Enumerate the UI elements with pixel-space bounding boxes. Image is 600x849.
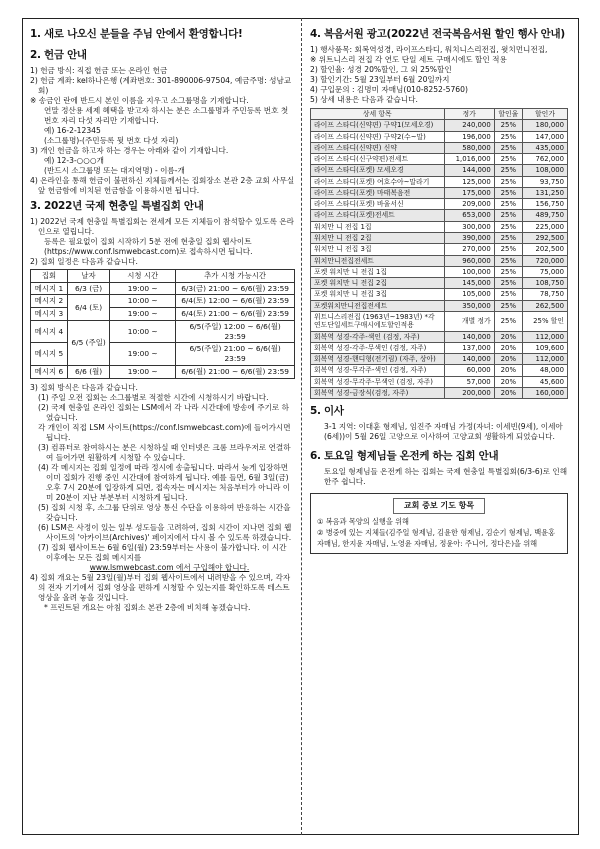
list-price-cell: 145,000 <box>444 278 494 289</box>
table-row <box>311 176 568 187</box>
discount-rate-cell: 25% <box>494 221 522 232</box>
item-name-cell: 라이프 스타디(신구약편)전세트 <box>311 154 445 165</box>
table-row <box>311 221 568 232</box>
table-row <box>311 387 568 398</box>
conference-note: (4) 각 메시지는 집회 일정에 따라 정시에 송출됩니다. 따라서 늦게 입장하면 이미 집회가 진행 중인 시간대에 참여하게 됩니다. 예를 들면, 6월 3일(금) 오후 7시 20분에 입장하게 되면, 접속자는 메시지는 처음부터가 아니라 이미 20분이 지난 부분부터 시청하게 됩니다. <box>38 462 291 502</box>
item-name-cell: 라이프 스타디(포켓) 모세오경 <box>311 165 445 176</box>
list-price-cell: 1,016,000 <box>444 154 494 165</box>
sale-price-cell: 93,750 <box>522 176 567 187</box>
sale-price-cell: 48,000 <box>522 365 567 376</box>
offering-line: 예) 12-3-○○○개 <box>44 155 104 165</box>
offering-line: 3) 개인 헌금을 하고자 하는 경우는 아래와 같이 기재합니다. <box>30 145 229 155</box>
table-row <box>311 120 568 131</box>
discount-rate-cell: 25% <box>494 244 522 255</box>
list-price-cell: 개별 정가 <box>444 312 494 332</box>
list-price-cell: 390,000 <box>444 233 494 244</box>
list-price-cell: 240,000 <box>444 120 494 131</box>
meeting-cell: 메시지 4 <box>31 320 68 343</box>
time-cell: 10:00 ~ <box>110 320 176 343</box>
item-name-cell: 포켓 워치만 니 전집 3집 <box>311 289 445 300</box>
table-row <box>311 233 568 244</box>
list-price-cell: 137,000 <box>444 342 494 353</box>
item-name-cell: 라이프 스타디(신약편) 구약1(모세오경) <box>311 120 445 131</box>
discount-rate-cell: 20% <box>494 331 522 342</box>
saturday-meeting-text: 토요일 형제님들 온전케 하는 집회는 국제 현충일 특별집회(6/3-6)로 인해 한주 쉽니다. <box>324 467 568 487</box>
discount-rate-cell: 25% <box>494 233 522 244</box>
sale-price-cell: 225,000 <box>522 221 567 232</box>
bookroom-line: 4) 구입문의 : 김명미 자매님(010-8252-5760) <box>310 84 468 94</box>
table-row <box>311 331 568 342</box>
sale-price-cell: 156,750 <box>522 199 567 210</box>
table-row <box>311 165 568 176</box>
list-price-cell: 270,000 <box>444 244 494 255</box>
item-name-cell: 회복역 성경-각주-색인 (검정, 자주) <box>311 331 445 342</box>
offering-line: 예) 16-2-12345 <box>44 125 101 135</box>
offering-line: (소그룹명)-(주민등록 뒷 번호 다섯 자리) <box>44 135 179 145</box>
time-cell: 19:00 ~ <box>110 308 176 321</box>
list-price-cell: 175,000 <box>444 187 494 198</box>
price-table-body <box>311 120 568 399</box>
item-name-cell: 워치만 니 전집 2집 <box>311 233 445 244</box>
right-column <box>310 28 568 554</box>
list-price-cell: 300,000 <box>444 221 494 232</box>
price-header: 할인가 <box>522 108 567 119</box>
time-cell: 19:00 ~ <box>110 343 176 366</box>
sale-price-cell: 435,000 <box>522 142 567 153</box>
table-row <box>311 365 568 376</box>
discount-rate-cell: 25% <box>494 142 522 153</box>
item-name-cell: 회복역 성경-금장식(검정, 자주) <box>311 387 445 398</box>
table-row <box>31 282 295 295</box>
bookroom-line: 2) 할인율: 성경 20%할인, 그 외 25%할인 <box>310 64 452 74</box>
list-price-cell: 200,000 <box>444 387 494 398</box>
meeting-cell: 메시지 1 <box>31 282 68 295</box>
conference-line: 등록은 필요없이 집회 시작하기 5분 전에 현충일 집회 웹사이트 (https://www.conf.lsmwebcast.com)로 접속하시면 됩니다. <box>44 236 253 256</box>
offering-line: ※ 송금인 란에 반드시 본인 이름을 지우고 소그룹명을 기재합니다. <box>30 95 249 105</box>
bookroom-line: ※ 위트니스리 전집 각 연도 단일 세트 구매시에도 할인 적용 <box>310 54 507 64</box>
offering-line: (반드시 소그룹명 또는 대지역명) - 이름-개 <box>44 165 185 175</box>
price-header-row <box>311 108 568 119</box>
offering-line: 4) 온라인을 통해 헌금이 불편하신 지체들께서는 집회장소 본관 2층 교회 사무실 앞 헌금함에 비치된 헌금함을 이용하시면 됩니다. <box>30 175 295 195</box>
table-row <box>311 300 568 311</box>
sale-price-cell: 112,000 <box>522 354 567 365</box>
extra-time-cell: 6/3(금) 21:00 ~ 6/6(월) 23:59 <box>176 282 295 295</box>
prayer-box <box>310 493 568 554</box>
discount-rate-cell: 25% <box>494 176 522 187</box>
sale-price-cell: 147,000 <box>522 131 567 142</box>
sale-price-cell: 720,000 <box>522 255 567 266</box>
offering-line: 2) 헌금 계좌: kel하나은행 (계좌번호: 301-890006-97504, 예금주명: 성남교회) <box>30 75 292 95</box>
list-price-cell: 57,000 <box>444 376 494 387</box>
extra-time-cell: 6/6(월) 21:00 ~ 6/6(월) 23:59 <box>176 365 295 378</box>
conference-note: (1) 주일 오전 집회는 소그룹별로 적절한 시간에 시청하시기 바랍니다. <box>38 392 269 402</box>
discount-rate-cell: 25% <box>494 255 522 266</box>
item-name-cell: 워치만 니 전집 1집 <box>311 221 445 232</box>
conference-note: (6) LSM은 사정이 있는 일부 성도들을 고려하여, 집회 시간이 지나면 집회 웹사이트의 '아카이브(Archives)' 페이지에서 다시 볼 수 있도록 하겠습니다. <box>38 522 292 542</box>
schedule-header: 날자 <box>67 269 109 282</box>
price-header: 할인율 <box>494 108 522 119</box>
discount-rate-cell: 25% <box>494 210 522 221</box>
list-price-cell: 105,000 <box>444 289 494 300</box>
schedule-header: 시청 시간 <box>110 269 176 282</box>
saturday-meeting-heading: 6. 토요일 형제님들 온전케 하는 집회 안내 <box>310 450 499 463</box>
item-name-cell: 라이프 스타디(포켓)전세트 <box>311 210 445 221</box>
discount-rate-cell: 20% <box>494 376 522 387</box>
list-price-cell: 100,000 <box>444 266 494 277</box>
conference-heading: 3. 2022년 국제 현충일 특별집회 안내 <box>30 199 204 212</box>
date-cell: 6/6 (월) <box>67 365 109 378</box>
price-header: 정가 <box>444 108 494 119</box>
sale-price-cell: 75,000 <box>522 266 567 277</box>
table-row <box>311 154 568 165</box>
table-row <box>311 354 568 365</box>
sale-price-cell: 131,250 <box>522 187 567 198</box>
bookroom-line: 5) 상세 내용은 다음과 같습니다. <box>310 94 418 104</box>
prayer-title: 교회 중보 기도 항목 <box>393 498 485 514</box>
list-price-cell: 653,000 <box>444 210 494 221</box>
table-row <box>311 244 568 255</box>
offering-line: 연말 정산용 세제 혜택을 받고자 하시는 분은 소그룹명과 주민등록 번호 첫번호 자리 다섯 자리만 기재합니다. <box>44 105 289 125</box>
welcome-heading: 1. 새로 나오신 분들을 주님 안에서 환영합니다! <box>30 28 243 40</box>
meeting-cell: 메시지 2 <box>31 295 68 308</box>
table-row <box>311 142 568 153</box>
sale-price-cell: 180,000 <box>522 120 567 131</box>
item-name-cell: 포켓 워치만 니 전집 1집 <box>311 266 445 277</box>
list-price-cell: 350,000 <box>444 300 494 311</box>
discount-rate-cell: 25% <box>494 120 522 131</box>
table-row <box>311 266 568 277</box>
item-name-cell: 포켓 워치만 니 전집 2집 <box>311 278 445 289</box>
schedule-header: 추가 시청 가능시간 <box>176 269 295 282</box>
moving-line: 3-1 지역: 이대훈 형제님, 임진주 자매님 가정(자녀: 이세빈(9세), 이세아(6세))이 5월 26일 고양으로 이사하여 고양교회 생활하게 되었습니다. <box>324 422 563 442</box>
item-name-cell: 회복역 성경-핸디형(전기림) (자주, 상아) <box>311 354 445 365</box>
extra-time-cell: 6/4(토) 12:00 ~ 6/6(월) 23:59 <box>176 295 295 308</box>
discount-rate-cell: 25% <box>494 131 522 142</box>
item-name-cell: 포켓워치만니전집전세트 <box>311 300 445 311</box>
price-header: 상세 항목 <box>311 108 445 119</box>
discount-rate-cell: 25% <box>494 312 522 332</box>
conference-line: 1) 2022년 국제 현충일 특별집회는 전세계 모든 지체들이 참석할수 있도록 온라인으로 열립니다. <box>30 216 294 236</box>
time-cell: 10:00 ~ <box>110 295 176 308</box>
list-price-cell: 580,000 <box>444 142 494 153</box>
sale-price-cell: 762,000 <box>522 154 567 165</box>
conference-note: (5) 집회 시청 후, 소그룹 단위로 영상 통신 수단을 이용하여 반응하는 시간을 갖습니다. <box>38 502 291 522</box>
table-row <box>311 131 568 142</box>
item-name-cell: 회복역 성경-각주-무색인 (검정, 자주) <box>311 342 445 353</box>
sale-price-cell: 160,000 <box>522 387 567 398</box>
prayer-item: ② 병중에 있는 지체들(김주일 형제님, 김윤한 형제님, 김순기 형제님, 백윤홍 자매님, 한지윤 자매님, 노영윤 자매님, 정윤아: 주니어, 정다은)을 위해 <box>317 527 556 548</box>
meeting-cell: 메시지 5 <box>31 343 68 366</box>
schedule-table <box>30 269 295 379</box>
column-divider <box>301 18 302 835</box>
item-name-cell: 라이프 스타디(포켓) 바울서신 <box>311 199 445 210</box>
list-price-cell: 209,000 <box>444 199 494 210</box>
list-price-cell: 140,000 <box>444 331 494 342</box>
extra-time-cell: 6/4(토) 21:00 ~ 6/6(월) 23:59 <box>176 308 295 321</box>
discount-rate-cell: 20% <box>494 387 522 398</box>
list-price-cell: 960,000 <box>444 255 494 266</box>
table-row <box>31 320 295 343</box>
sale-price-cell: 45,600 <box>522 376 567 387</box>
item-name-cell: 워치만 니 전집 3집 <box>311 244 445 255</box>
left-column <box>30 28 295 613</box>
table-row <box>311 187 568 198</box>
table-row <box>311 278 568 289</box>
item-name-cell: 회복역 성경-무각주-색인 (검정, 자주) <box>311 365 445 376</box>
discount-rate-cell: 25% <box>494 300 522 311</box>
offering-heading: 2. 헌금 안내 <box>30 48 87 61</box>
list-price-cell: 144,000 <box>444 165 494 176</box>
list-price-cell: 196,000 <box>444 131 494 142</box>
item-name-cell: 위트니스리전집 (1963년~1983년) *각연도단일세트구매시에도할인적용 <box>311 312 445 332</box>
meeting-cell: 메시지 6 <box>31 365 68 378</box>
prayer-item: ① 복음과 목양의 실행을 위해 <box>317 517 409 527</box>
discount-rate-cell: 20% <box>494 354 522 365</box>
table-row <box>311 376 568 387</box>
conference-note: 3) 집회 방식은 다음과 같습니다. <box>30 382 138 392</box>
conference-note: (2) 국제 현충일 온라인 집회는 LSM에서 각 나라 시간대에 방송에 주기로 하였습니다. <box>38 402 289 422</box>
conference-note: (3) 컴퓨터로 참여하시는 분은 시청하실 때 인터넷은 크롬 브라우저로 연결하여 들어가면 원활하게 시청할 수 있습니다. <box>38 442 291 462</box>
table-row <box>31 295 295 308</box>
conference-note: 각 개인이 직접 LSM 사이트(https://conf.lsmwebcast.com)에 들어가시면 됩니다. <box>38 422 291 442</box>
table-row <box>311 289 568 300</box>
discount-rate-cell: 20% <box>494 365 522 376</box>
discount-rate-cell: 25% <box>494 289 522 300</box>
bookroom-heading: 4. 복음서원 광고(2022년 전국복음서원 할인 행사 안내) <box>310 28 565 40</box>
list-price-cell: 125,000 <box>444 176 494 187</box>
table-row <box>31 365 295 378</box>
conference-note: (7) 집회 웹사이트는 6월 6일(월) 23:59부터는 사용이 불가합니다. 이 시간 이후에는 모든 집회 메시지를 <box>38 543 287 563</box>
item-name-cell: 라이프 스타디(신약편) 구약2(수~말) <box>311 131 445 142</box>
item-name-cell: 워치만니전집전세트 <box>311 255 445 266</box>
time-cell: 19:00 ~ <box>110 282 176 295</box>
item-name-cell: 라이프 스타디(포켓) 마태복음전 <box>311 187 445 198</box>
sale-price-cell: 78,750 <box>522 289 567 300</box>
extra-time-cell: 6/5(주일) 12:00 ~ 6/6(월) 23:59 <box>176 320 295 343</box>
table-row <box>311 210 568 221</box>
conference-link[interactable]: www.lsmwebcast.com 에서 구입해야 합니다. <box>89 563 250 573</box>
schedule-header-row <box>31 269 295 282</box>
sale-price-cell: 108,000 <box>522 165 567 176</box>
list-price-cell: 60,000 <box>444 365 494 376</box>
table-row <box>311 342 568 353</box>
discount-rate-cell: 25% <box>494 165 522 176</box>
discount-rate-cell: 25% <box>494 187 522 198</box>
conference-note: 4) 집회 개요는 5월 23일(월)부터 집회 웹사이트에서 내려받을 수 있으며, 각자의 전자 기기에서 집회 영상을 편하게 시청할 수 있는지를 확인하도록 테스트 영상을 올려 놓을 것입니다. <box>30 573 291 603</box>
sale-price-cell: 292,500 <box>522 233 567 244</box>
discount-rate-cell: 25% <box>494 266 522 277</box>
meeting-cell: 메시지 3 <box>31 308 68 321</box>
price-table <box>310 108 568 399</box>
table-row <box>311 199 568 210</box>
sale-price-cell: 489,750 <box>522 210 567 221</box>
item-name-cell: 라이프 스타디(포켓) 여호수아~말라기 <box>311 176 445 187</box>
schedule-header: 집회 <box>31 269 68 282</box>
discount-rate-cell: 25% <box>494 199 522 210</box>
table-row <box>311 312 568 332</box>
extra-time-cell: 6/5(주일) 21:00 ~ 6/6(월) 23:59 <box>176 343 295 366</box>
sale-price-cell: 202,500 <box>522 244 567 255</box>
sale-price-cell: 109,600 <box>522 342 567 353</box>
sale-price-cell: 112,000 <box>522 331 567 342</box>
discount-rate-cell: 25% <box>494 154 522 165</box>
moving-heading: 5. 이사 <box>310 405 344 418</box>
conference-line: 2) 집회 일정은 다음과 같습니다. <box>30 256 138 266</box>
sale-price-cell: 108,750 <box>522 278 567 289</box>
conference-note: * 프린트된 개요는 아침 집회소 본관 2층에 비치해 놓겠습니다. <box>44 603 251 613</box>
sale-price-cell: 262,500 <box>522 300 567 311</box>
table-row <box>311 255 568 266</box>
offering-line: 1) 헌금 방식: 직접 헌금 또는 온라인 헌금 <box>30 65 168 75</box>
item-name-cell: 회복역 성경-무각주-무색인 (검정, 자주) <box>311 376 445 387</box>
bookroom-line: 3) 할인기간: 5월 23일부터 6월 20일까지 <box>310 74 450 84</box>
date-cell: 6/4 (토) <box>67 295 109 321</box>
item-name-cell: 라이프 스타디(신약편) 신약 <box>311 142 445 153</box>
date-cell: 6/3 (금) <box>67 282 109 295</box>
discount-rate-cell: 25% <box>494 278 522 289</box>
bookroom-line: 1) 행사품목: 회복역성경, 라이프스타디, 워치니스리전집, 윗치먼니전집, <box>310 44 548 54</box>
sale-price-cell: 25% 할인 <box>522 312 567 332</box>
date-cell: 6/5 (주일) <box>67 320 109 365</box>
discount-rate-cell: 20% <box>494 342 522 353</box>
list-price-cell: 140,000 <box>444 354 494 365</box>
time-cell: 19:00 ~ <box>110 365 176 378</box>
